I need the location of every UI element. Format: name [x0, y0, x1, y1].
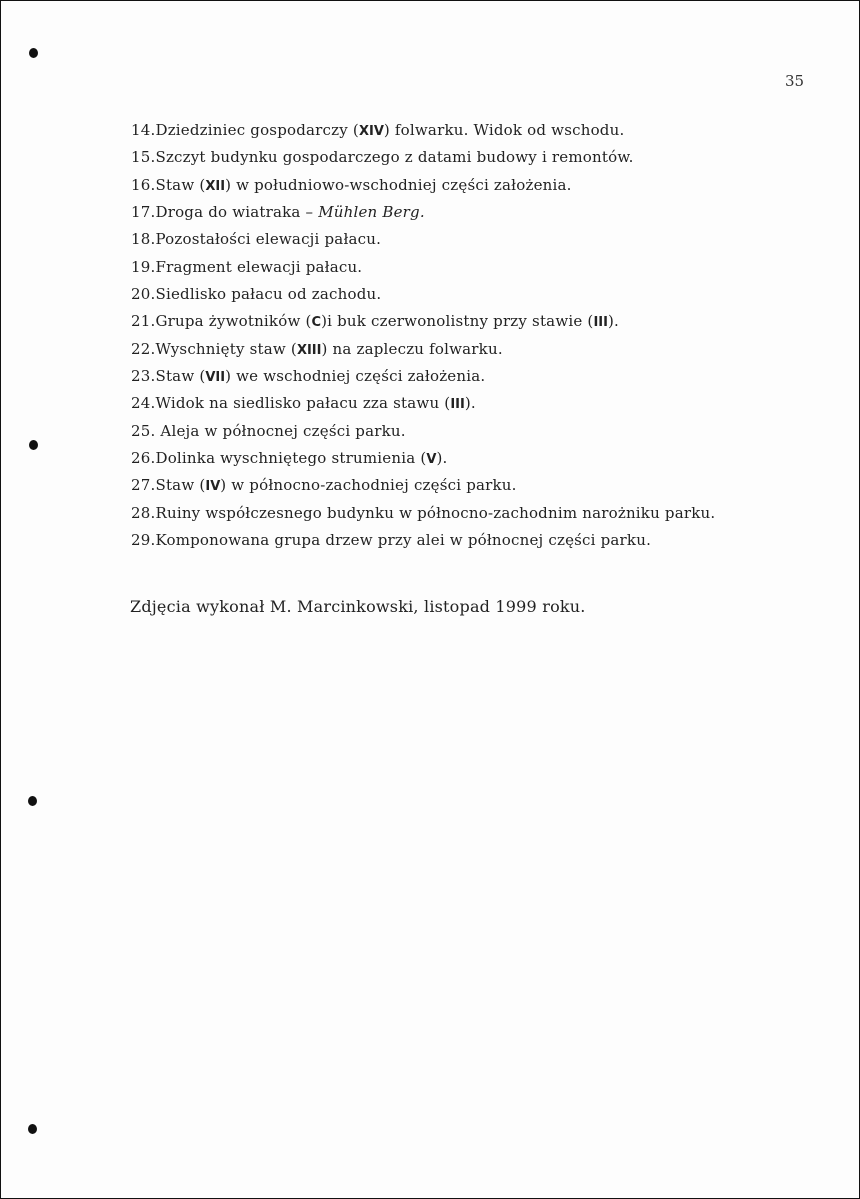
caption-number: 18. [131, 230, 156, 249]
photo-credit: Zdjęcia wykonał M. Marcinkowski, listopad 1999 roku. [130, 597, 586, 616]
photo-caption-item [131, 500, 715, 527]
object-reference-mark: V [426, 452, 437, 468]
caption-text: Komponowana grupa drzew przy alei w północnej części parku. [155, 531, 652, 550]
caption-text: ) na zapleczu folwarku. [321, 339, 503, 358]
caption-italic-text: Mühlen Berg. [318, 203, 425, 222]
photo-caption-list [131, 117, 715, 555]
caption-number: 27. [131, 476, 156, 495]
caption-number: 16. [131, 175, 156, 194]
caption-text: Grupa żywotników ( [155, 312, 312, 331]
caption-number: 26. [131, 449, 156, 468]
photo-caption-item [131, 117, 715, 144]
caption-number: 21. [131, 312, 156, 331]
photo-caption-item [131, 472, 715, 499]
caption-text: )i buk czerwonolistny przy stawie ( [321, 312, 594, 331]
photo-caption-item [131, 445, 715, 472]
binder-hole-mark [28, 1124, 37, 1134]
photo-caption-item [131, 281, 715, 308]
caption-text: Szczyt budynku gospodarczego z datami budowy i remontów. [155, 148, 634, 167]
photo-caption-item [131, 254, 715, 281]
caption-text: Fragment elewacji pałacu. [155, 257, 363, 276]
caption-text: Dolinka wyschniętego strumienia ( [155, 449, 427, 468]
binder-hole-mark [28, 796, 37, 806]
caption-text: ). [464, 394, 476, 413]
caption-text: Pozostałości elewacji pałacu. [155, 230, 382, 249]
caption-number: 22. [131, 339, 156, 358]
caption-number: 15. [131, 148, 156, 167]
caption-text: Ruiny współczesnego budynku w północno-zachodnim narożniku parku. [155, 503, 716, 522]
photo-caption-item [131, 390, 715, 417]
caption-text: Aleja w północnej części parku. [155, 421, 406, 440]
caption-number: 23. [131, 367, 156, 386]
object-reference-mark: XIV [358, 124, 384, 139]
caption-text: Droga do wiatraka – [155, 203, 319, 222]
binder-hole-mark [29, 440, 38, 450]
caption-number: 19. [131, 257, 156, 276]
photo-caption-item [131, 308, 715, 335]
caption-number: 25. [131, 421, 156, 440]
photo-caption-item [131, 199, 715, 226]
object-reference-mark: IV [205, 479, 221, 495]
object-reference-mark: XII [205, 178, 226, 194]
object-reference-mark: C [311, 315, 322, 331]
caption-number: 17. [131, 203, 156, 222]
caption-text: ) folwarku. Widok od wschodu. [383, 121, 625, 139]
caption-text: ) w północno-zachodniej części parku. [220, 476, 517, 495]
caption-text: ) we wschodniej części założenia. [225, 367, 486, 386]
page-number: 35 [785, 72, 805, 90]
caption-text: Dziedziniec gospodarczy ( [155, 121, 359, 139]
caption-text: ). [607, 312, 620, 331]
object-reference-mark: VII [205, 370, 226, 386]
photo-caption-item [131, 363, 715, 390]
caption-text: Wyschnięty staw ( [155, 339, 297, 358]
photo-caption-item [131, 226, 715, 253]
caption-text: Staw ( [155, 367, 206, 386]
caption-number: 20. [131, 285, 156, 304]
object-reference-mark: XIII [296, 342, 322, 358]
caption-number: 14. [131, 121, 156, 139]
photo-caption-item [131, 144, 715, 171]
caption-text: Siedlisko pałacu od zachodu. [155, 285, 382, 304]
object-reference-mark: III [450, 397, 465, 413]
photo-caption-item [131, 418, 715, 445]
binder-hole-mark [29, 48, 38, 58]
caption-number: 28. [131, 503, 156, 522]
caption-text: Staw ( [155, 476, 206, 495]
photo-caption-item [131, 527, 715, 554]
caption-text: ) w południowo-wschodniej części założenia. [225, 175, 572, 194]
caption-text: Widok na siedlisko pałacu zza stawu ( [155, 394, 451, 413]
object-reference-mark: III [593, 315, 608, 331]
caption-text: Staw ( [155, 175, 206, 194]
caption-text: ). [436, 449, 448, 468]
caption-number: 29. [131, 531, 156, 550]
caption-number: 24. [131, 394, 156, 413]
photo-caption-item [131, 172, 715, 199]
photo-caption-item [131, 336, 715, 363]
